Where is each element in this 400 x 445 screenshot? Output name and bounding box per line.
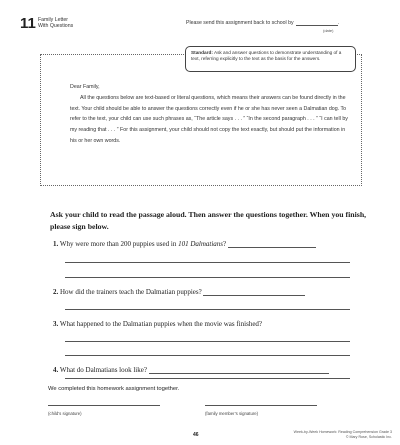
answer-line[interactable] [65,378,350,379]
family-signature-line[interactable] [205,405,317,406]
question-number: 2. [53,288,59,296]
question-2 [53,288,353,296]
date-label: (date) [323,28,334,33]
standard-callout [185,46,356,72]
child-signature-line[interactable] [48,405,160,406]
credit-line-1: Week-by-Week Homework: Reading Comprehension Grade 3 [293,430,392,434]
answer-line[interactable] [65,309,350,310]
answer-fill-line[interactable] [149,367,329,374]
question-text: What do Dalmatians look like? [59,366,147,374]
reading-instructions: Ask your child to read the passage aloud. Then answer the questions together. When you finish, please sign below. [50,210,367,231]
page-header [20,16,390,40]
question-text: What happened to the Dalmatian puppies when the movie was finished? [59,320,263,328]
question-number: 1. [53,240,59,248]
question-number: 4. [53,366,59,374]
question-4 [53,366,353,374]
completed-statement: We completed this homework assignment together. [48,386,180,392]
answer-line[interactable] [65,341,350,342]
answer-line[interactable] [65,262,350,263]
standard-label: Standard: [191,50,213,55]
letter-body: All the questions below are text-based or literal questions, which means their answers can be found directly in the text. Your child should be able to answer the questions correctly even if he or she has never seen a Dalmatian dog. To refer to the text, your child can use such phrases as, “The article says . . . ” “In the second paragraph . . . ” “I can tell by my reading that . . . ” For this assignment, your child should not copy the text exactly, but should put the information in his or her own words. [70,94,348,144]
send-back-text: Please send this assignment back to school by [186,20,294,26]
question-text: How did the trainers teach the Dalmatian puppies? [60,288,202,296]
family-letter [70,82,350,147]
answer-fill-line[interactable] [203,289,305,296]
child-signature-label: (child’s signature) [48,411,82,416]
question-book-title: 101 Dalmatians [178,240,223,248]
send-back-instruction: Please send this assignment back to school by . [186,20,340,26]
answer-line[interactable] [65,277,350,278]
lesson-number: 11 [20,15,36,32]
date-field[interactable] [296,21,338,26]
page-number: 46 [193,432,199,438]
question-text: Why were more than 200 puppies used in [59,240,179,248]
lesson-title-line2: With Questions [38,23,74,30]
lesson-title [38,17,73,29]
lesson-title-line1: Family Letter [38,17,68,23]
family-signature-label: (family member’s signature) [205,411,259,416]
question-number: 3. [53,320,59,328]
credit-line-2: © Mary Rose, Scholastic Inc. [345,434,392,439]
footer-credit [280,430,392,439]
standard-text: Ask and answer questions to demonstrate understanding of a text, referring explicitly to the text as the basis for the answers. [191,50,342,61]
answer-fill-line[interactable] [228,241,316,248]
letter-salutation: Dear Family, [70,84,100,90]
answer-line[interactable] [65,355,350,356]
question-1: 1. Why were more than 200 puppies used in 101 Dalmatians? [53,240,353,248]
question-3 [53,320,353,328]
